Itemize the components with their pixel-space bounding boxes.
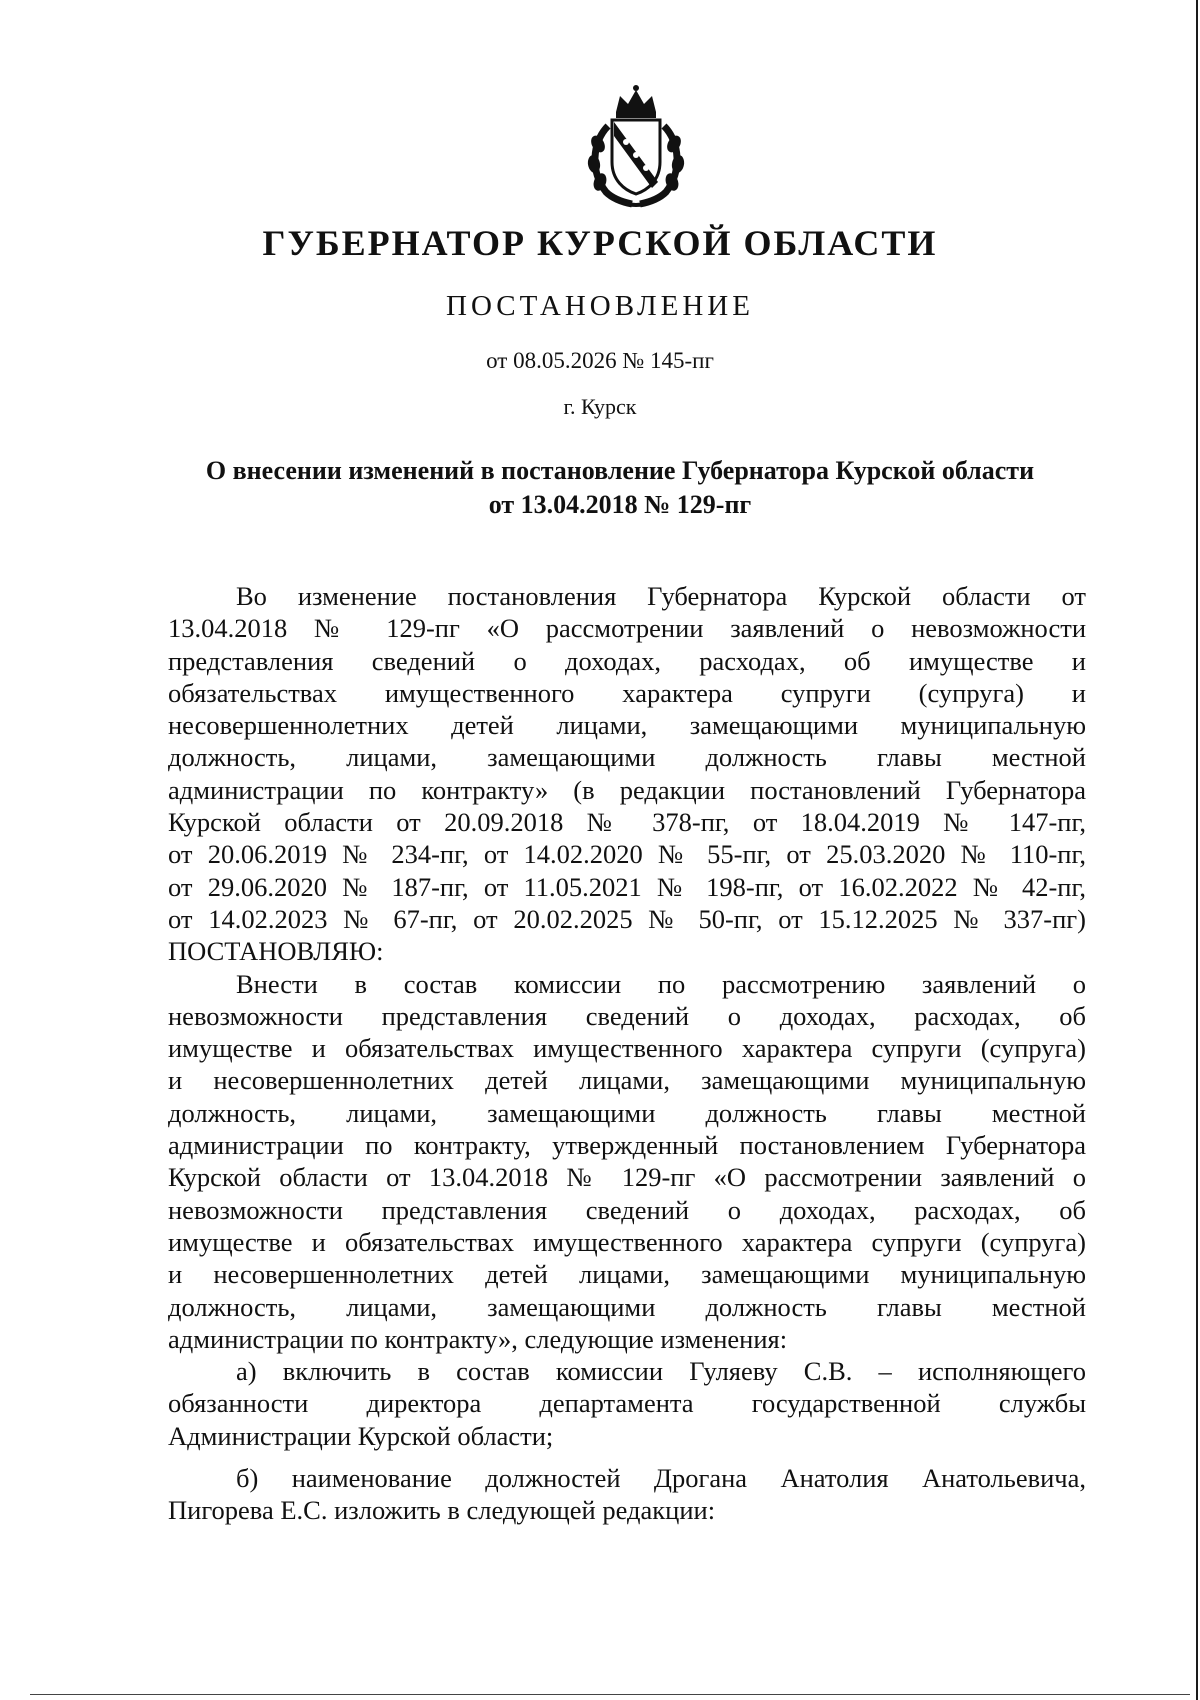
text-line: Курской области от 20.09.2018 № 378-пг, от 18.04.2019 № 147-пг, bbox=[168, 807, 1086, 838]
text-line: а) включить в состав комиссии Гуляеву С.В. – исполняющего bbox=[236, 1356, 1086, 1387]
kursk-coat-of-arms-icon bbox=[572, 82, 700, 210]
text-line: Во изменение постановления Губернатора Курской области от bbox=[236, 581, 1086, 611]
text-line: Внести в состав комиссии по рассмотрению заявлений о bbox=[236, 968, 1086, 999]
text-line: администрации по контракту» (в редакции постановлений Губернатора bbox=[168, 774, 1086, 805]
text-line: Пигорева Е.С. изложить в следующей редакции: bbox=[168, 1495, 716, 1526]
subject-line: О внесении изменений в постановление Губернатора Курской области bbox=[205, 456, 1035, 485]
text-line: имуществе и обязательствах имущественного характера супруги (супруга) bbox=[168, 1033, 1086, 1064]
text-line: администрации по контракту», следующие изменения: bbox=[168, 1323, 788, 1354]
text-line: несовершеннолетних детей лицами, замещающими муниципальную bbox=[168, 710, 1086, 741]
paragraph-decision bbox=[168, 968, 1086, 1356]
document-subject bbox=[140, 454, 1100, 522]
text-line: должность, лицами, замещающими должность главы местной bbox=[168, 1291, 1086, 1322]
text-line: Администрации Курской области; bbox=[168, 1420, 554, 1451]
text-line: от 20.06.2019 № 234-пг, от 14.02.2020 № 55-пг, от 25.03.2020 № 110-пг, bbox=[168, 839, 1086, 870]
issuing-authority: ГУБЕРНАТОР КУРСКОЙ ОБЛАСТИ bbox=[262, 223, 938, 263]
text-line: 13.04.2018 № 129-пг «О рассмотрении заявлений о невозможности bbox=[168, 613, 1086, 644]
document-city: г. Курск bbox=[563, 394, 637, 419]
list-item-a bbox=[168, 1355, 1086, 1452]
text-line: и несовершеннолетних детей лицами, замещающими муниципальную bbox=[168, 1259, 1086, 1290]
text-line: должность, лицами, замещающими должность главы местной bbox=[168, 742, 1086, 773]
subject-line: от 13.04.2018 № 129-пг bbox=[488, 490, 752, 519]
text-line: Курской области от 13.04.2018 № 129-пг «О рассмотрении заявлений о bbox=[168, 1162, 1086, 1193]
page-edge-bottom bbox=[30, 1694, 1190, 1695]
paragraph-preamble bbox=[168, 580, 1086, 968]
document-body bbox=[168, 580, 1086, 1527]
text-line: невозможности представления сведений о доходах, расходах, об bbox=[168, 1194, 1086, 1225]
text-line: невозможности представления сведений о доходах, расходах, об bbox=[168, 1000, 1086, 1031]
text-line: и несовершеннолетних детей лицами, замещающими муниципальную bbox=[168, 1065, 1086, 1096]
text-line: от 29.06.2020 № 187-пг, от 11.05.2021 № 198-пг, от 16.02.2022 № 42-пг, bbox=[168, 871, 1086, 902]
text-line: от 14.02.2023 № 67-пг, от 20.02.2025 № 50-пг, от 15.12.2025 № 337-пг) bbox=[168, 903, 1086, 934]
text-line: администрации по контракту, утвержденный постановлением Губернатора bbox=[168, 1130, 1086, 1161]
list-item-b bbox=[168, 1462, 1086, 1527]
document-type: ПОСТАНОВЛЕНИЕ bbox=[446, 290, 754, 322]
document-number: от 08.05.2026 № 145-пг bbox=[486, 348, 714, 373]
text-line: имуществе и обязательствах имущественного характера супруги (супруга) bbox=[168, 1226, 1086, 1257]
text-line: обязанности директора департамента государственной службы bbox=[168, 1388, 1086, 1419]
text-line: б) наименование должностей Дрогана Анатолия Анатольевича, bbox=[236, 1463, 1086, 1494]
text-line: должность, лицами, замещающими должность главы местной bbox=[168, 1097, 1086, 1128]
text-line: обязательствах имущественного характера супруги (супруга) и bbox=[168, 677, 1086, 708]
text-line: ПОСТАНОВЛЯЮ: bbox=[168, 936, 384, 967]
text-line: представления сведений о доходах, расходах, об имуществе и bbox=[168, 645, 1086, 676]
